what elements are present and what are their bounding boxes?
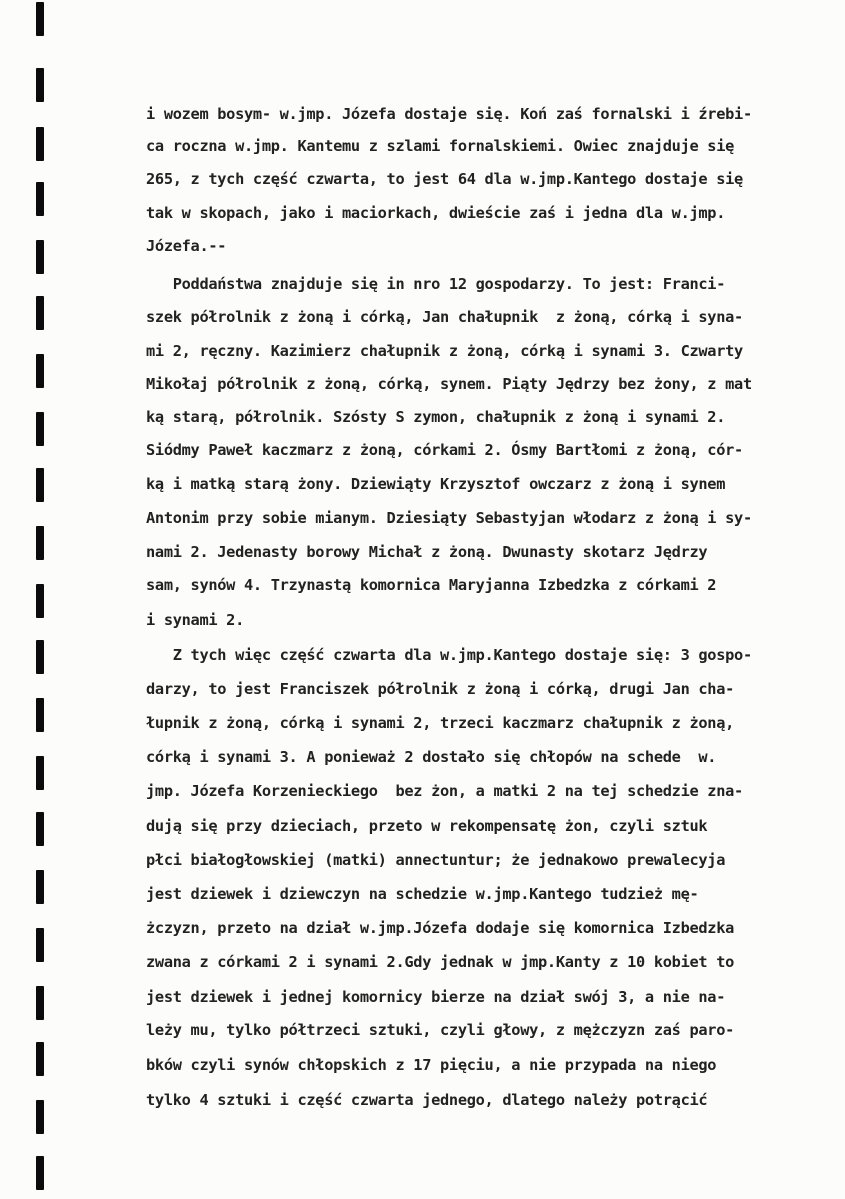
text-line: 265, z tych część czwarta, to jest 64 dla w.jmp.Kantego dostaje się — [146, 170, 743, 188]
text-line: Siódmy Paweł kaczmarz z żoną, córkami 2. Ósmy Bartłomi z żoną, cór- — [146, 441, 743, 459]
text-line: Poddaństwa znajduje się in nro 12 gospodarzy. To jest: Franci- — [146, 275, 726, 293]
text-line: ca roczna w.jmp. Kantemu z szlami fornalskiemi. Owiec znajduje się — [146, 137, 735, 155]
text-line: nami 2. Jedenasty borowy Michał z żoną. Dwunasty skotarz Jędrzy — [146, 543, 708, 561]
binding-hole-mark — [36, 928, 44, 962]
text-line: i synami 2. — [146, 611, 245, 629]
binding-hole-mark — [36, 812, 44, 846]
binding-hole-mark — [36, 526, 44, 560]
text-line: płci białogłowskiej (matki) annectuntur; że jednakowo prewalecyja — [146, 851, 726, 869]
binding-hole-mark — [36, 1100, 44, 1134]
text-line: darzy, to jest Franciszek półrolnik z żoną i córką, drugi Jan cha- — [146, 680, 735, 698]
binding-hole-mark — [36, 756, 44, 790]
text-line: Józefa.-- — [146, 237, 227, 255]
binding-hole-mark — [36, 2, 44, 36]
binding-hole-mark — [36, 127, 44, 161]
text-line: bków czyli synów chłopskich z 17 pięciu, a nie przypada na niego — [146, 1056, 717, 1074]
text-line: jest dziewek i jednej komornicy bierze na dział swój 3, a nie na- — [146, 988, 726, 1006]
binding-hole-mark — [36, 698, 44, 732]
binding-hole-mark — [36, 1156, 44, 1190]
binding-hole-mark — [36, 468, 44, 502]
text-line: Z tych więc część czwarta dla w.jmp.Kantego dostaje się: 3 gospo- — [146, 646, 752, 664]
binding-hole-mark — [36, 182, 44, 216]
binding-hole-mark — [36, 240, 44, 274]
text-line: tak w skopach, jako i maciorkach, dwieście zaś i jedna dla w.jmp. — [146, 204, 726, 222]
text-line: zwana z córkami 2 i synami 2.Gdy jednak w jmp.Kanty z 10 kobiet to — [146, 953, 735, 971]
text-line: leży mu, tylko półtrzeci sztuki, czyli głowy, z mężczyzn zaś paro- — [146, 1021, 735, 1039]
text-line: szek półrolnik z żoną i córką, Jan chałupnik z żoną, córką i syna- — [146, 308, 743, 326]
text-line: sam, synów 4. Trzynastą komornica Maryjanna Izbedzka z córkami 2 — [146, 576, 717, 594]
binding-holes — [36, 0, 46, 1199]
binding-hole-mark — [36, 296, 44, 330]
text-line: ką i matką starą żony. Dziewiąty Krzysztof owczarz z żoną i synem — [146, 475, 726, 493]
binding-hole-mark — [36, 354, 44, 388]
text-line: ką starą, półrolnik. Szósty S zymon, chałupnik z żoną i synami 2. — [146, 408, 726, 426]
text-line: jest dziewek i dziewczyn na schedzie w.jmp.Kantego tudzież mę- — [146, 885, 699, 903]
text-line: tylko 4 sztuki i część czwarta jednego, dlatego należy potrącić — [146, 1091, 708, 1109]
text-line: i wozem bosym- w.jmp. Józefa dostaje się. Koń zaś fornalski i źrebi- — [146, 105, 752, 123]
text-line: córką i synami 3. A ponieważ 2 dostało się chłopów na schede w. — [146, 748, 717, 766]
binding-hole-mark — [36, 1042, 44, 1076]
text-line: dują się przy dzieciach, przeto w rekompensatę żon, czyli sztuk — [146, 817, 708, 835]
binding-hole-mark — [36, 412, 44, 446]
binding-hole-mark — [36, 870, 44, 904]
text-line: łupnik z żoną, córką i synami 2, trzeci kaczmarz chałupnik z żoną, — [146, 714, 735, 732]
text-line: Mikołaj półrolnik z żoną, córką, synem. Piąty Jędrzy bez żony, z mat — [146, 375, 752, 393]
text-line: mi 2, ręczny. Kazimierz chałupnik z żoną, córką i synami 3. Czwarty — [146, 342, 743, 360]
binding-hole-mark — [36, 640, 44, 674]
binding-hole-mark — [36, 68, 44, 102]
binding-hole-mark — [36, 584, 44, 618]
binding-hole-mark — [36, 986, 44, 1020]
text-line: żczyzn, przeto na dział w.jmp.Józefa dodaje się komornica Izbedzka — [146, 919, 735, 937]
text-line: Antonim przy sobie mianym. Dziesiąty Sebastyjan włodarz z żoną i sy- — [146, 509, 752, 527]
text-line: jmp. Józefa Korzenieckiego bez żon, a matki 2 na tej schedzie zna- — [146, 782, 743, 800]
